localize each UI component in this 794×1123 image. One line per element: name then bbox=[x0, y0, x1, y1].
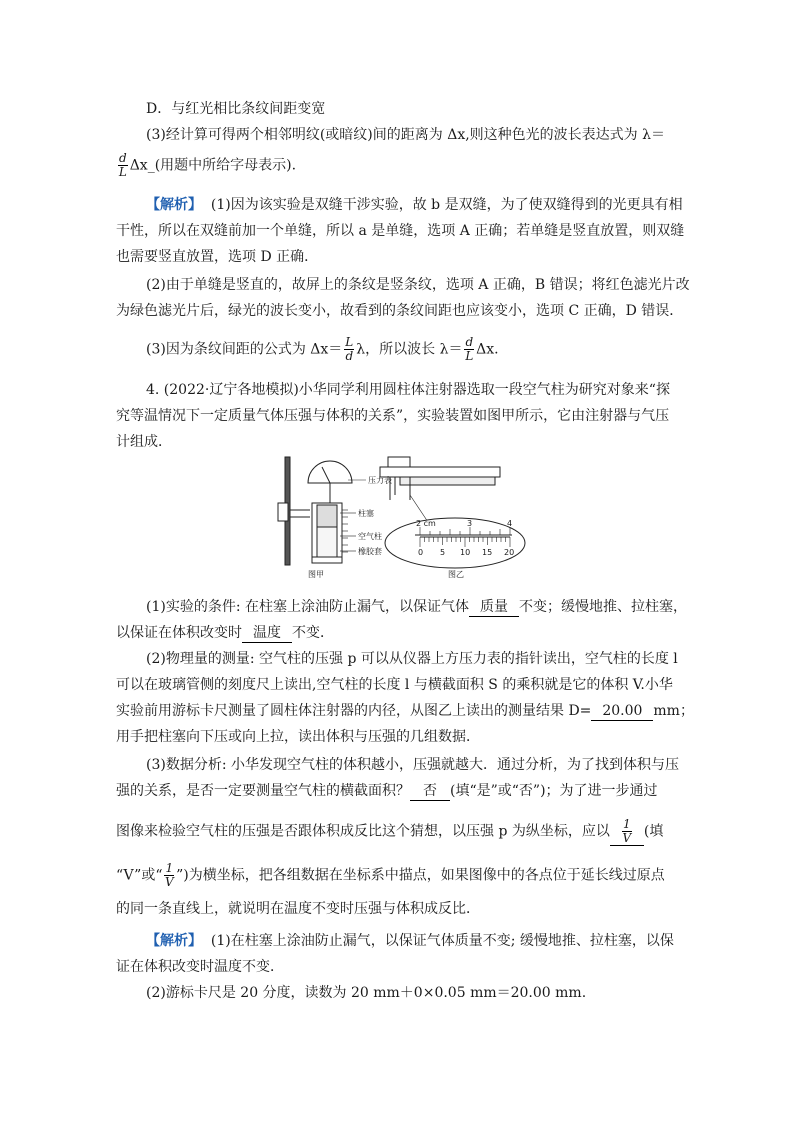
answer-blank-quality: 质量 bbox=[469, 598, 519, 617]
scale-label-3: 3 bbox=[467, 519, 473, 528]
label-plunger: 柱塞 bbox=[358, 509, 374, 518]
question-4-stem: 计组成． bbox=[116, 434, 172, 450]
vernier-label-5: 5 bbox=[440, 548, 446, 557]
vernier-label-10: 10 bbox=[460, 548, 471, 557]
question-4-stem: 4. (2022·辽宁各地模拟)小华同学利用圆柱体注射器选取一段空气柱为研究对象来“探 bbox=[146, 382, 670, 398]
label-air-column: 空气柱 bbox=[358, 532, 382, 541]
vernier-label-20: 20 bbox=[504, 548, 515, 557]
wavelength-fraction: $\frac{d}{L}$ bbox=[118, 151, 127, 179]
subquestion-1: (1)实验的条件: 在柱塞上涂油防止漏气，以保证气体 质量 不变；缓慢地推、拉柱塞， bbox=[146, 599, 687, 615]
analysis-2-line: (2)游标卡尺是 20 分度，读数为 20 mm＋0×0.05 mm＝20.00 mm. bbox=[146, 985, 587, 1001]
answer-blank-temperature: 温度 bbox=[242, 624, 292, 643]
analysis-line: 干性，所以在双缝前加一个单缝，所以 a 是单缝，选项 A 正确；若单缝是竖直放置，则双缝 bbox=[116, 223, 685, 239]
caption-figure-b: 图乙 bbox=[448, 570, 464, 579]
apparatus-diagram bbox=[270, 455, 530, 580]
question-4-stem: 究等温情况下一定质量气体压强与体积的关系”，实验装置如图甲所示，它由注射器与气压 bbox=[116, 408, 670, 424]
subquestion-3: (3)数据分析: 小华发现空气柱的体积越小，压强就越大．通过分析，为了找到体积与压 bbox=[146, 757, 679, 773]
analysis-2-paragraph: 【解析】 (1)在柱塞上涂油防止漏气，以保证气体质量不变; 缓慢地推、拉柱塞，以保 bbox=[146, 933, 674, 949]
subquestion-2-cont: 实验前用游标卡尺测量了圆柱体注射器的内径，从图乙上读出的测量结果 D= 20.00 mm； bbox=[116, 703, 694, 719]
question-3-answer: $\frac{d}{L}$ Δx_(用题中所给字母表示). bbox=[118, 151, 297, 179]
analysis-tag: 【解析】 bbox=[146, 933, 202, 949]
vernier-label-0: 0 bbox=[418, 548, 424, 557]
analysis-2-line: 证在体积改变时温度不变． bbox=[116, 959, 284, 975]
label-pressure-gauge: 压力表 bbox=[368, 476, 392, 485]
apparatus-figure bbox=[270, 455, 530, 580]
subquestion-2: (2)物理量的测量: 空气柱的压强 p 可以从仪器上方压力表的指针读出，空气柱的长度 l bbox=[146, 651, 678, 667]
subquestion-2-cont: 可以在玻璃管侧的刻度尺上读出,空气柱的长度 l 与横截面积 S 的乘积就是它的体积 V.小华 bbox=[116, 677, 673, 693]
subquestion-3-cont: “V”或“ $\frac{1}{V}$ ”)为横坐标，把各组数据在坐标系中描点，如果图像中的各点位于延长线过原点 bbox=[116, 861, 665, 889]
label-rubber-cap: 橡胶套 bbox=[358, 547, 382, 556]
answer-blank-area: 否 bbox=[410, 782, 450, 801]
analysis-paragraph-1: 【解析】 (1)因为该实验是双缝干涉实验，故 b 是双缝，为了使双缝得到的光更具有相 bbox=[146, 197, 683, 213]
answer-blank-diameter: 20.00 bbox=[591, 702, 653, 721]
analysis-tag: 【解析】 bbox=[146, 197, 202, 213]
question-3-text: (3)经计算可得两个相邻明纹(或暗纹)间的距离为 Δx,则这种色光的波长表达式为 λ＝ bbox=[146, 127, 665, 143]
vernier-label-15: 15 bbox=[482, 548, 493, 557]
analysis-formula-line: (3)因为条纹间距的公式为 Δx＝ $\frac{L}{d}$ λ，所以波长 λ＝ $\frac{d}{L}$ Δx. bbox=[146, 335, 499, 363]
subquestion-2-cont: 用手把柱塞向下压或向上拉，读出体积与压强的几组数据． bbox=[116, 729, 480, 745]
subquestion-3-cont: 的同一条直线上，就说明在温度不变时压强与体积成反比． bbox=[116, 901, 480, 917]
analysis-line: (2)由于单缝是竖直的，故屏上的条纹是竖条纹，选项 A 正确，B 错误；将红色滤光片改 bbox=[146, 277, 690, 293]
analysis-line: 也需要竖直放置，选项 D 正确． bbox=[116, 249, 319, 265]
analysis-line: 为绿色滤光片后，绿光的波长变小，故看到的条纹间距也应该变小，选项 C 正确，D 错误． bbox=[116, 303, 684, 319]
scale-label-4: 4 bbox=[507, 519, 513, 528]
subquestion-1-cont: 以保证在体积改变时 温度 不变． bbox=[116, 625, 334, 641]
caption-figure-a: 图甲 bbox=[308, 570, 324, 579]
subquestion-3-cont: 图像来检验空气柱的压强是否跟体积成反比这个猜想，以压强 p 为纵坐标，应以 $\frac{1}{V}$ (填 bbox=[116, 817, 664, 845]
answer-blank-abscissa: $\frac{1}{V}$ bbox=[610, 818, 644, 846]
option-d: D．与红光相比条纹间距变宽 bbox=[146, 101, 326, 117]
subquestion-3-cont: 强的关系，是否一定要测量空气柱的横截面积？ 否 (填“是”或“否”)；为了进一步通过 bbox=[116, 783, 658, 799]
scale-label-2cm: 2 cm bbox=[416, 519, 436, 528]
